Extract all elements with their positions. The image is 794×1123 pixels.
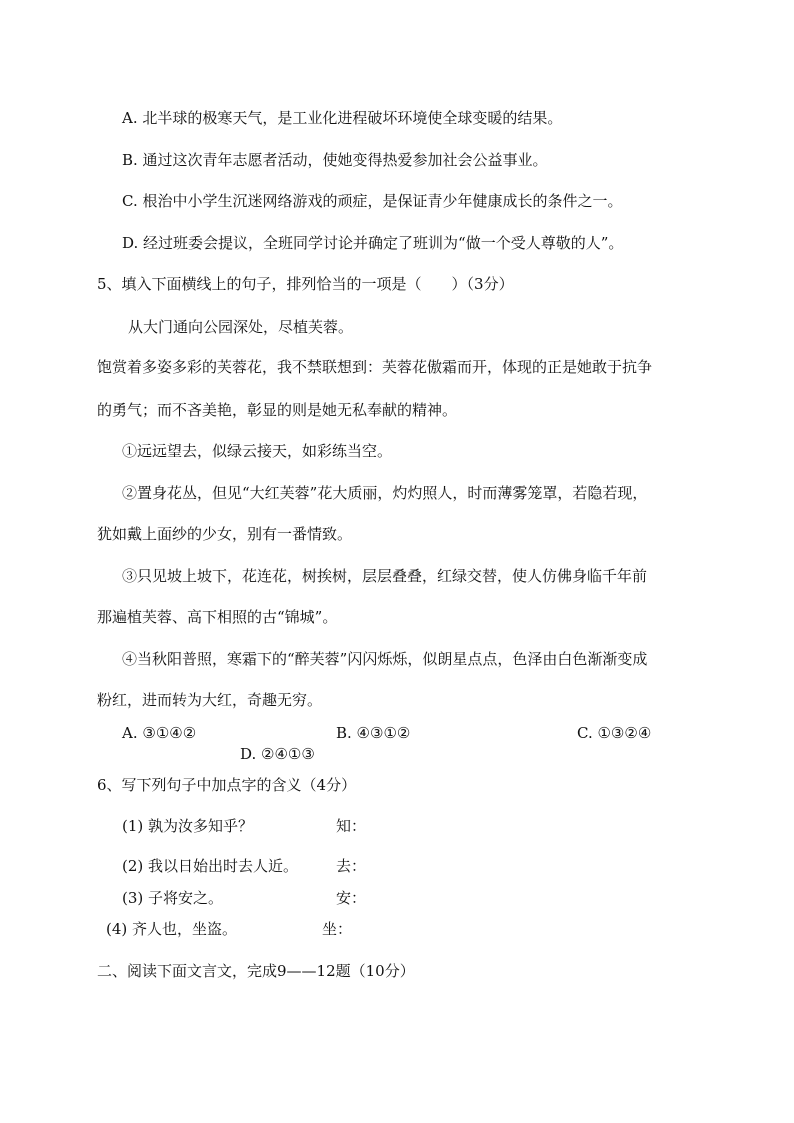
q6-item-4-word: 坐： xyxy=(322,920,353,938)
q5-choice-a: A. ③①④② xyxy=(122,724,197,742)
q5-sentence-2-line-2: 犹如戴上面纱的少女，别有一番情致。 xyxy=(97,525,353,543)
q6-item-3-sentence: (3) 子将安之。 xyxy=(122,889,224,907)
q5-sentence-1: ①远远望去，似绿云接天，如彩练当空。 xyxy=(122,442,393,460)
q5-sentence-4-line-1: ④当秋阳普照，寒霜下的“醉芙蓉”闪闪烁烁，似朗星点点，色泽由白色渐渐变成 xyxy=(122,650,648,668)
q5-lead-sentence: 从大门通向公园深处，尽植芙蓉。 xyxy=(128,318,354,336)
q4-option-d: D. 经过班委会提议，全班同学讨论并确定了班训为“做一个受人尊敬的人”。 xyxy=(122,234,624,252)
q4-option-c: C. 根治中小学生沉迷网络游戏的顽症，是保证青少年健康成长的条件之一。 xyxy=(122,192,623,210)
q5-sentence-3-line-1: ③只见坡上坡下，花连花，树挨树，层层叠叠，红绿交替，使人仿佛身临千年前 xyxy=(122,567,648,585)
section-2-heading: 二、阅读下面文言文，完成9——12题（10分） xyxy=(97,962,415,980)
q5-sentence-2-line-1: ②置身花丛，但见“大红芙蓉”花大质丽，灼灼照人，时而薄雾笼罩，若隐若现， xyxy=(122,484,648,502)
q6-item-1-sentence: (1) 孰为汝多知乎？ xyxy=(122,817,254,835)
q6-item-2-word: 去： xyxy=(336,857,367,875)
q5-stem: 5、填入下面横线上的句子，排列恰当的一项是（ ）（3分） xyxy=(97,275,514,293)
q4-option-a: A. 北半球的极寒天气，是工业化进程破坏环境使全球变暖的结果。 xyxy=(122,109,563,127)
q4-option-b: B. 通过这次青年志愿者活动，使她变得热爱参加社会公益事业。 xyxy=(122,151,548,169)
q6-stem: 6、写下列句子中加点字的含义（4分） xyxy=(97,776,357,794)
q5-choice-b: B. ④③①② xyxy=(336,724,411,742)
q5-choice-c: C. ①③②④ xyxy=(577,724,652,742)
q5-paragraph-line-2: 的勇气；而不吝美艳，彰显的则是她无私奉献的精神。 xyxy=(97,401,458,419)
q6-item-4-sentence: (4) 齐人也，坐盗。 xyxy=(106,920,238,938)
q6-item-1-word: 知： xyxy=(336,817,367,835)
q5-sentence-3-line-2: 那遍植芙蓉、高下相照的古“锦城”。 xyxy=(97,608,338,626)
q6-item-3-word: 安： xyxy=(336,889,367,907)
q5-choice-d: D. ②④①③ xyxy=(240,745,315,763)
q6-item-2-sentence: (2) 我以日始出时去人近。 xyxy=(122,857,299,875)
q5-paragraph-line-1: 饱赏着多姿多彩的芙蓉花，我不禁联想到：芙蓉花傲霜而开，体现的正是她敢于抗争 xyxy=(97,358,653,376)
q5-sentence-4-line-2: 粉红，进而转为大红，奇趣无穷。 xyxy=(97,691,323,709)
